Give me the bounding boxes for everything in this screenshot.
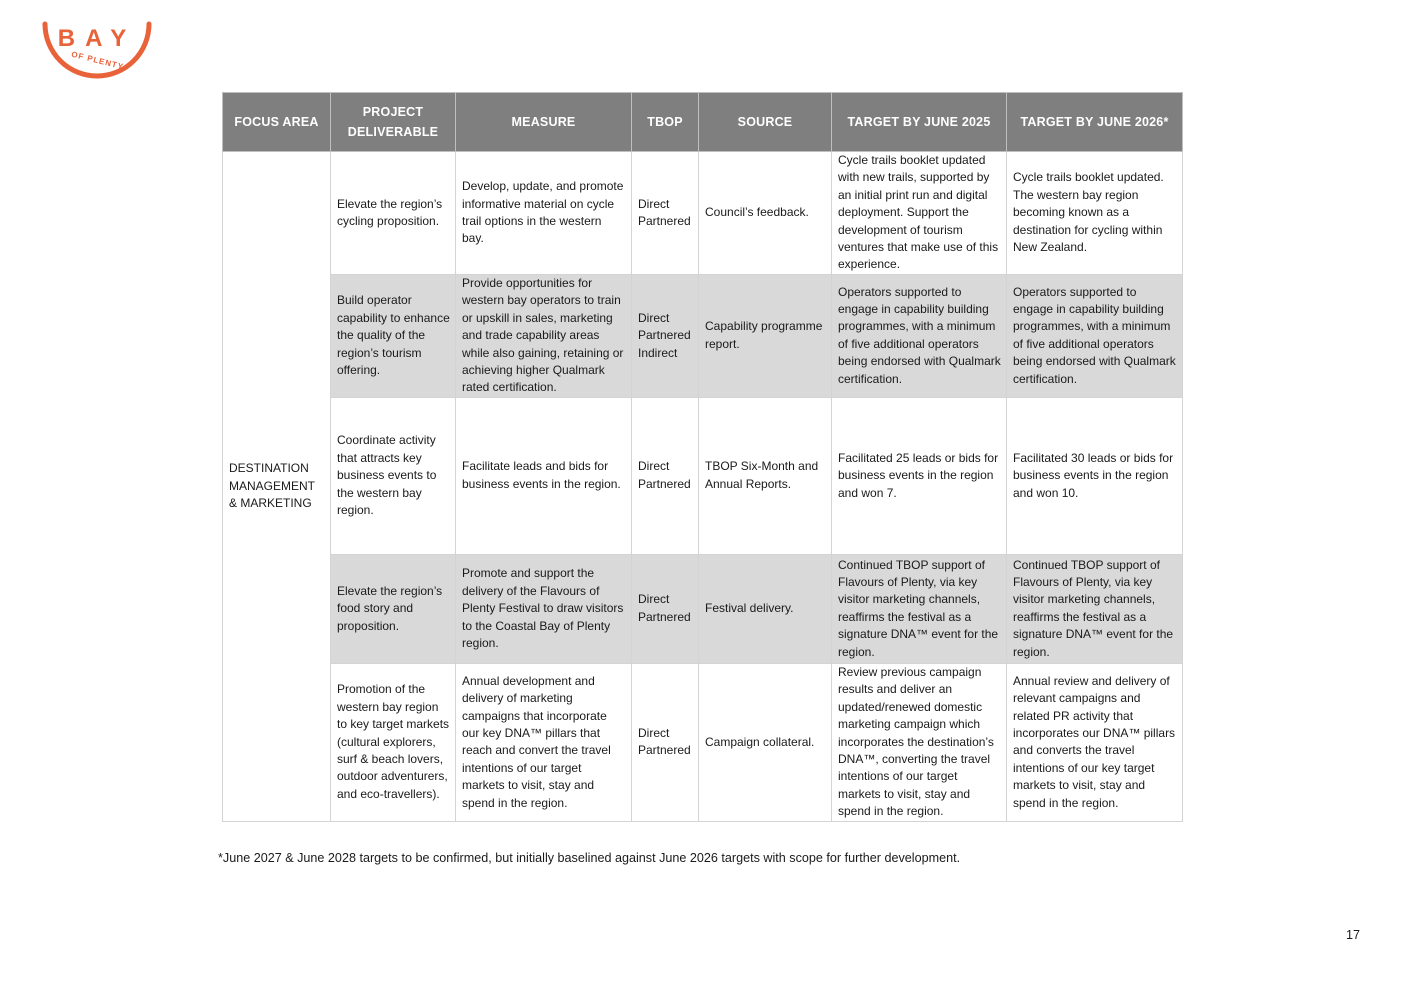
header-project-deliverable: PROJECT DELIVERABLE	[331, 93, 456, 152]
target-2025-cell: Facilitated 25 leads or bids for business events in the region and won 7.	[832, 397, 1007, 554]
header-focus-area: FOCUS AREA	[223, 93, 331, 152]
targets-table-container	[222, 92, 1182, 822]
deliverable-cell: Build operator capability to enhance the quality of the region’s tourism offering.	[331, 274, 456, 397]
table-row	[223, 274, 1183, 397]
target-2026-cell: Continued TBOP support of Flavours of Plenty, via key visitor marketing channels, reaffirms the festival as a signature DNA™ event for the region.	[1007, 554, 1183, 663]
target-2025-cell: Review previous campaign results and deliver an updated/renewed domestic marketing campaign which incorporates the destination’s DNA™, converting the travel intentions of our target markets to visit, stay and spend in the region.	[832, 663, 1007, 821]
target-2025-cell: Continued TBOP support of Flavours of Plenty, via key visitor marketing channels, reaffirms the festival as a signature DNA™ event for the region.	[832, 554, 1007, 663]
focus-area-cell: DESTINATION MANAGEMENT & MARKETING	[223, 152, 331, 822]
tbop-cell: Direct Partnered	[632, 397, 699, 554]
page-number: 17	[1346, 928, 1361, 942]
source-cell: Festival delivery.	[699, 554, 832, 663]
table-row	[223, 397, 1183, 554]
table-row	[223, 663, 1183, 821]
measure-cell: Provide opportunities for western bay operators to train or upskill in sales, marketing and trade capability areas while also gaining, retaining or achieving higher Qualmark rated certification.	[456, 274, 632, 397]
footnote: *June 2027 & June 2028 targets to be confirmed, but initially baselined against June 2026 targets with scope for further development.	[218, 851, 961, 865]
measure-cell: Develop, update, and promote informative material on cycle trail options in the western bay.	[456, 152, 632, 275]
tbop-cell: Direct Partnered	[632, 554, 699, 663]
targets-table	[222, 92, 1183, 822]
deliverable-cell: Promotion of the western bay region to key target markets (cultural explorers, surf & beach lovers, outdoor adventurers, and eco-travellers).	[331, 663, 456, 821]
deliverable-cell: Coordinate activity that attracts key business events to the western bay region.	[331, 397, 456, 554]
source-cell: Capability programme report.	[699, 274, 832, 397]
measure-cell: Facilitate leads and bids for business events in the region.	[456, 397, 632, 554]
target-2025-cell: Operators supported to engage in capability building programmes, with a minimum of five additional operators being endorsed with Qualmark certification.	[832, 274, 1007, 397]
header-source: SOURCE	[699, 93, 832, 152]
target-2025-cell: Cycle trails booklet updated with new trails, supported by an initial print run and digital deployment. Support the development of tourism ventures that make use of this experience.	[832, 152, 1007, 275]
tbop-cell: Direct Partnered	[632, 663, 699, 821]
tbop-cell: Direct Partnered	[632, 152, 699, 275]
table-row	[223, 554, 1183, 663]
target-2026-cell: Operators supported to engage in capability building programmes, with a minimum of five additional operators being endorsed with Qualmark certification.	[1007, 274, 1183, 397]
source-cell: TBOP Six-Month and Annual Reports.	[699, 397, 832, 554]
measure-cell: Annual development and delivery of marketing campaigns that incorporate our key DNA™ pillars that reach and convert the travel intentions of our target markets to visit, stay and spend in the region.	[456, 663, 632, 821]
source-cell: Campaign collateral.	[699, 663, 832, 821]
deliverable-cell: Elevate the region’s food story and proposition.	[331, 554, 456, 663]
header-tbop: TBOP	[632, 93, 699, 152]
table-row	[223, 152, 1183, 275]
target-2026-cell: Facilitated 30 leads or bids for business events in the region and won 10.	[1007, 397, 1183, 554]
tbop-cell: Direct Partnered Indirect	[632, 274, 699, 397]
target-2026-cell: Cycle trails booklet updated. The western bay region becoming known as a destination for cycling within New Zealand.	[1007, 152, 1183, 275]
source-cell: Council’s feedback.	[699, 152, 832, 275]
table-header-row	[223, 93, 1183, 152]
bay-of-plenty-logo	[40, 18, 154, 82]
header-target-2026: TARGET BY JUNE 2026*	[1007, 93, 1183, 152]
target-2026-cell: Annual review and delivery of relevant campaigns and related PR activity that incorporates our DNA™ pillars and converts the travel intentions of our key target markets to visit, stay and spend in the region.	[1007, 663, 1183, 821]
logo-wordmark: BAY	[57, 25, 137, 52]
header-measure: MEASURE	[456, 93, 632, 152]
measure-cell: Promote and support the delivery of the Flavours of Plenty Festival to draw visitors to the Coastal Bay of Plenty region.	[456, 554, 632, 663]
header-target-2025: TARGET BY JUNE 2025	[832, 93, 1007, 152]
deliverable-cell: Elevate the region’s cycling proposition.	[331, 152, 456, 275]
logo-subtext: OF PLENTY	[70, 49, 125, 72]
